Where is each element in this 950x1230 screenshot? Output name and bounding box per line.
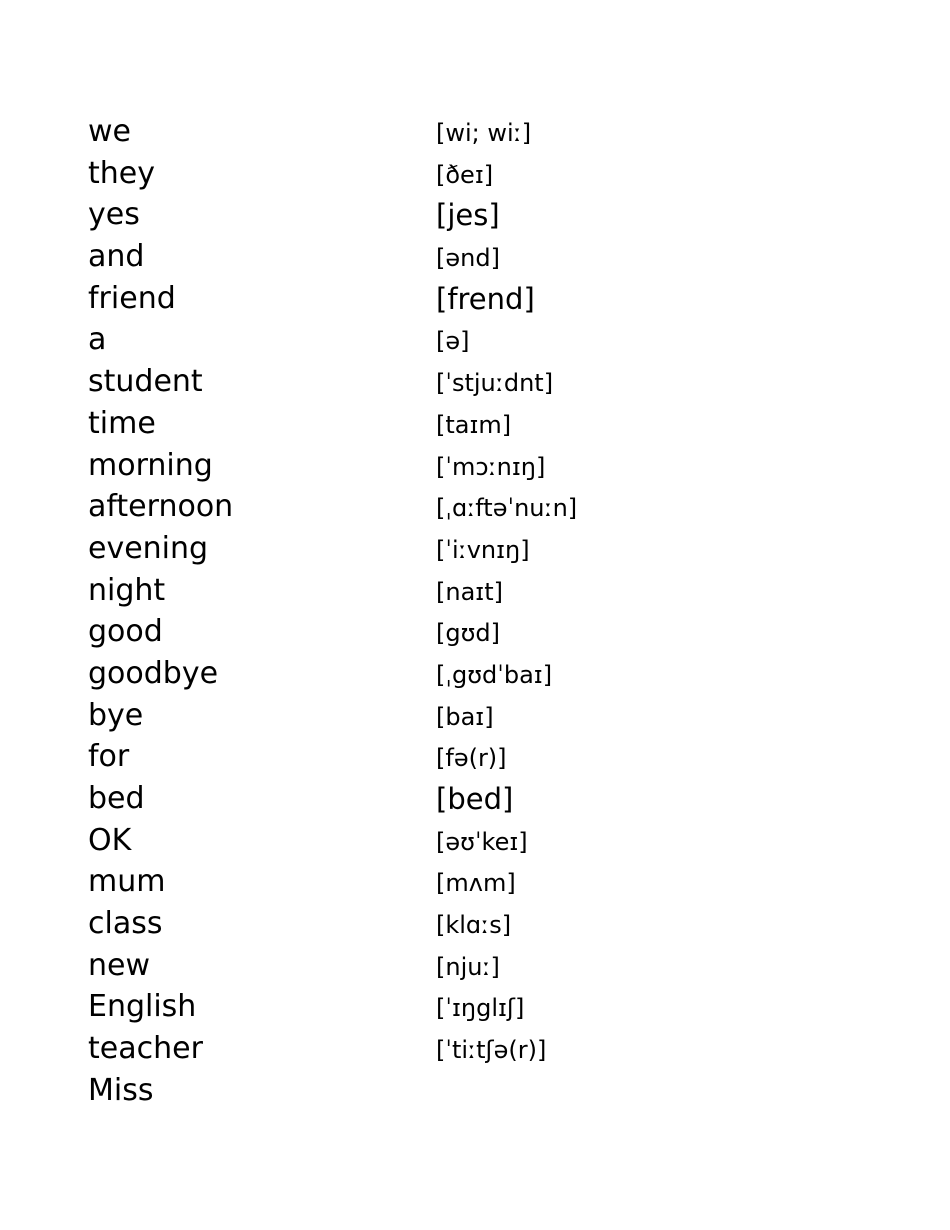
- vocab-phonetic: [fə(r)]: [436, 744, 507, 773]
- vocab-row: [88, 195, 868, 237]
- vocab-row: [88, 946, 868, 988]
- vocab-phonetic: [mʌm]: [436, 869, 516, 898]
- vocab-word: they: [88, 155, 155, 191]
- vocab-word: for: [88, 739, 130, 775]
- vocab-phonetic: [wi; wiː]: [436, 119, 532, 147]
- vocab-row: [88, 446, 868, 488]
- vocab-word: mum: [88, 864, 166, 900]
- vocab-word: Miss: [88, 1072, 154, 1108]
- vocab-word: bed: [88, 781, 145, 816]
- vocab-word: student: [88, 364, 203, 400]
- vocab-phonetic: [baɪ]: [436, 702, 494, 731]
- vocab-row: [88, 779, 868, 821]
- vocab-word: OK: [88, 822, 132, 858]
- vocab-phonetic: [ˌɑːftəˈnuːn]: [436, 494, 578, 523]
- vocab-phonetic: [ˈɪŋglɪʃ]: [436, 994, 525, 1023]
- vocab-row: [88, 737, 868, 779]
- vocab-word: morning: [88, 447, 213, 483]
- vocab-phonetic: [ˈiːvnɪŋ]: [436, 535, 530, 564]
- vocab-word: yes: [88, 197, 140, 233]
- vocab-phonetic: [ənd]: [436, 244, 500, 273]
- vocab-word: class: [88, 906, 163, 942]
- vocab-row: [88, 1029, 868, 1071]
- vocab-word: night: [88, 572, 166, 608]
- vocab-phonetic: [ˈmɔːnɪŋ]: [436, 452, 546, 481]
- vocab-phonetic: [taɪm]: [436, 410, 512, 439]
- vocab-word: good: [88, 614, 163, 650]
- vocab-phonetic: [ˈstjuːdnt]: [436, 369, 554, 398]
- vocab-phonetic: [bed]: [436, 782, 514, 816]
- vocab-row: [88, 1071, 868, 1113]
- vocab-row: [88, 571, 868, 613]
- vocab-row: [88, 404, 868, 446]
- vocab-phonetic: [naɪt]: [436, 577, 503, 606]
- vocab-row: [88, 529, 868, 571]
- vocab-row: [88, 112, 868, 154]
- vocab-word: we: [88, 114, 131, 149]
- vocab-word: evening: [88, 530, 209, 566]
- vocab-row: [88, 862, 868, 904]
- vocab-word: teacher: [88, 1031, 203, 1067]
- vocab-row: [88, 612, 868, 654]
- vocab-phonetic: [njuː]: [436, 952, 500, 981]
- vocab-phonetic: [ˌgʊdˈbaɪ]: [436, 660, 553, 689]
- vocab-row: [88, 237, 868, 279]
- vocab-row: [88, 279, 868, 321]
- vocab-phonetic: [jes]: [436, 198, 500, 233]
- vocab-row: [88, 487, 868, 529]
- vocab-word: and: [88, 239, 145, 275]
- vocab-word: goodbye: [88, 655, 219, 691]
- vocab-phonetic: [gʊd]: [436, 619, 501, 648]
- vocab-row: [88, 320, 868, 362]
- vocab-phonetic: [əʊˈkeɪ]: [436, 827, 528, 856]
- vocab-row: [88, 696, 868, 738]
- vocab-phonetic: [ə]: [436, 327, 470, 356]
- vocab-phonetic: [klɑːs]: [436, 911, 512, 940]
- vocab-row: [88, 362, 868, 404]
- vocab-word: afternoon: [88, 489, 234, 525]
- vocab-row: [88, 987, 868, 1029]
- vocab-row: [88, 904, 868, 946]
- vocab-word: bye: [88, 697, 144, 733]
- vocab-row: [88, 654, 868, 696]
- vocab-word: new: [88, 947, 151, 983]
- vocab-word: a: [88, 322, 107, 358]
- vocabulary-list: [88, 112, 868, 1113]
- vocab-phonetic: [frend]: [436, 281, 535, 316]
- vocab-word: friend: [88, 280, 176, 316]
- vocab-phonetic: [ðeɪ]: [436, 160, 494, 189]
- vocab-row: [88, 154, 868, 196]
- vocab-row: [88, 821, 868, 863]
- vocab-word: time: [88, 405, 156, 441]
- vocab-word: English: [88, 989, 197, 1025]
- vocab-phonetic: [ˈtiːtʃə(r)]: [436, 1036, 547, 1065]
